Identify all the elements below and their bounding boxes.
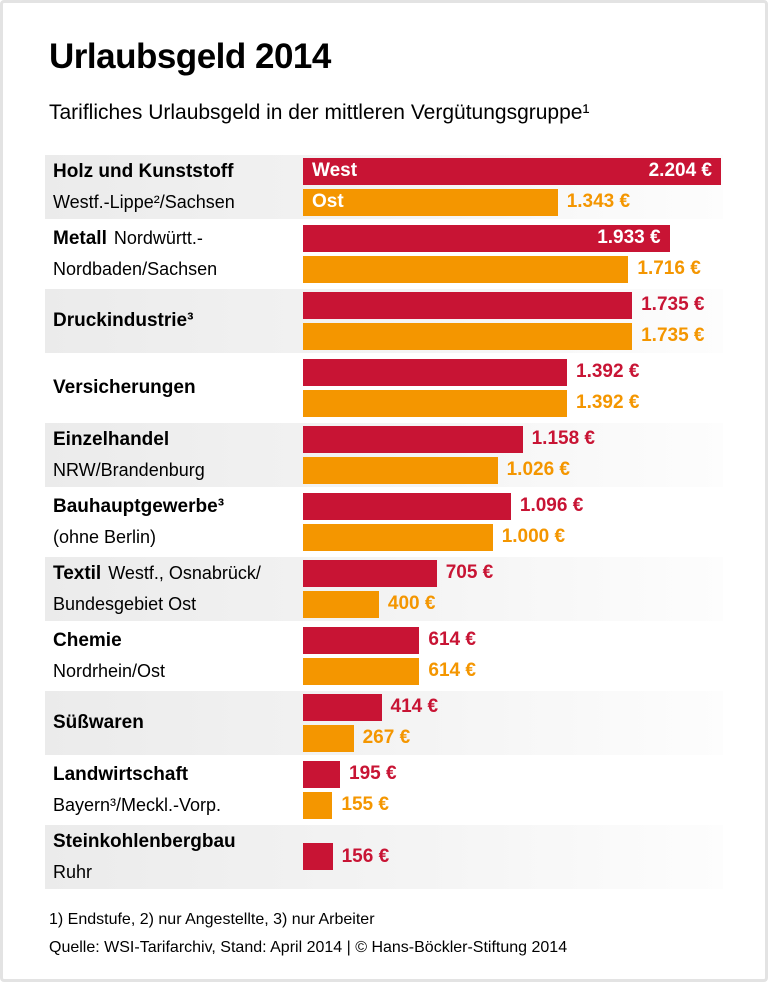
row-label [53,709,303,736]
chart-row [45,557,723,621]
west-value: 156 € [341,845,390,867]
row-label-line1 [53,709,303,736]
west-bar-row [303,426,723,453]
row-title: Versicherungen [53,377,196,399]
west-bar [303,493,511,520]
row-label-line1 [53,158,303,185]
west-bar-row [303,761,723,788]
row-title: Landwirtschaft [53,763,189,785]
row-bars [303,292,723,350]
west-value: 1.392 € [576,361,640,383]
ost-value: 614 € [428,660,476,682]
row-region-inline: Nordwürtt.- [113,227,203,248]
row-label [53,627,303,685]
row-bars [303,843,723,870]
ost-bar [303,256,628,283]
row-label [53,828,303,886]
west-value: 195 € [349,763,397,785]
chart-row [45,289,723,353]
ost-bar-row [303,256,723,283]
ost-value: 155 € [341,794,389,816]
row-title: Holz und Kunststoff [53,160,234,182]
ost-bar [303,524,493,551]
ost-series-label: Ost [312,191,344,213]
west-value-inside: 1.933 € [597,227,661,249]
chart-row [45,222,723,286]
west-bar [303,292,632,319]
ost-bar [303,457,498,484]
ost-bar-row [303,390,723,417]
west-bar-row [303,158,723,185]
row-bars [303,493,723,551]
ost-bar [303,390,567,417]
chart-row [45,624,723,688]
row-label [53,493,303,551]
ost-value: 1.000 € [501,526,566,548]
row-title: Einzelhandel [53,428,170,450]
west-bar [303,761,340,788]
row-region-below: Westf.-Lippe²/Sachsen [53,191,235,212]
row-label-line1 [53,560,303,587]
page-title: Urlaubsgeld 2014 [49,37,331,76]
row-bars [303,225,723,283]
row-bars [303,560,723,618]
ost-value: 1.735 € [641,325,705,347]
ost-bar-row [303,725,723,752]
ost-bar-row [303,189,723,216]
row-label-line1 [53,627,303,654]
ost-bar [303,658,419,685]
chart-row [45,825,723,889]
row-label [53,560,303,618]
row-bars [303,359,723,417]
row-title: Metall [53,227,107,249]
row-label [53,761,303,819]
row-bars [303,627,723,685]
row-label-line1 [53,828,303,855]
row-region-below: Bayern³/Meckl.-Vorp. [53,794,222,815]
row-title: Druckindustrie³ [53,310,194,332]
west-bar [303,359,567,386]
west-series-label: West [312,160,358,182]
row-region-below: (ohne Berlin) [53,526,157,547]
ost-bar [303,792,332,819]
west-bar [303,843,333,870]
west-bar [303,560,437,587]
ost-bar [303,725,354,752]
row-title: Chemie [53,629,122,651]
row-label [53,225,303,283]
row-bars [303,761,723,819]
west-bar-row [303,359,723,386]
west-bar [303,426,523,453]
row-label-line1 [53,374,303,401]
west-bar-row [303,627,723,654]
chart-row [45,423,723,487]
source-line: Quelle: WSI-Tarifarchiv, Stand: April 2014 | © Hans-Böckler-Stiftung 2014 [49,939,568,957]
west-bar [303,225,670,252]
row-label-line1 [53,225,303,252]
west-bar-row [303,694,723,721]
ost-bar-row [303,457,723,484]
row-bars [303,426,723,484]
west-value: 705 € [445,562,494,584]
west-bar-row [303,225,723,252]
west-bar [303,158,721,185]
row-region-below: NRW/Brandenburg [53,459,205,480]
footnotes: 1) Endstufe, 2) nur Angestellte, 3) nur Arbeiter [49,910,375,928]
west-value: 1.158 € [531,428,595,450]
ost-value: 267 € [362,727,411,749]
chart-row [45,490,723,554]
ost-bar-row [303,524,723,551]
west-bar-row [303,560,723,587]
row-label [53,374,303,401]
chart-row [45,691,723,755]
row-label-line1 [53,761,303,788]
ost-value: 1.343 € [566,191,631,213]
west-bar-row [303,843,723,870]
chart-row [45,758,723,822]
west-value: 414 € [390,696,439,718]
row-bars [303,158,723,216]
west-bar [303,694,382,721]
row-label [53,307,303,334]
west-value-inside: 2.204 € [648,160,712,182]
ost-bar [303,591,379,618]
west-value: 1.735 € [641,294,705,316]
ost-bar-row [303,658,723,685]
row-label-line1 [53,426,303,453]
row-title: Süßwaren [53,712,144,734]
chart-row [45,356,723,420]
ost-bar [303,323,632,350]
ost-value: 1.392 € [576,392,640,414]
row-region-below: Nordrhein/Ost [53,660,166,681]
page-subtitle: Tarifliches Urlaubsgeld in der mittleren Vergütungsgruppe¹ [49,100,590,124]
west-bar-row [303,292,723,319]
west-value: 614 € [428,629,476,651]
west-bar-row [303,493,723,520]
west-bar [303,627,419,654]
row-label [53,158,303,216]
bar-chart [3,155,765,889]
chart-row [45,155,723,219]
row-title: Textil [53,562,102,584]
ost-bar-row [303,792,723,819]
ost-value: 400 € [387,593,436,615]
ost-value: 1.716 € [637,258,701,280]
ost-value: 1.026 € [506,459,570,481]
row-region-below: Ruhr [53,861,93,882]
row-region-below: Nordbaden/Sachsen [53,258,218,279]
row-label-line1 [53,493,303,520]
row-label-line1 [53,307,303,334]
ost-bar-row [303,323,723,350]
west-value: 1.096 € [519,495,584,517]
row-title: Steinkohlenbergbau [53,830,236,852]
row-title: Bauhauptgewerbe³ [53,495,225,517]
row-region-inline: Westf., Osnabrück/ [108,562,261,583]
ost-bar-row [303,591,723,618]
row-label [53,426,303,484]
row-bars [303,694,723,752]
row-region-below: Bundesgebiet Ost [53,593,197,614]
ost-bar [303,189,558,216]
